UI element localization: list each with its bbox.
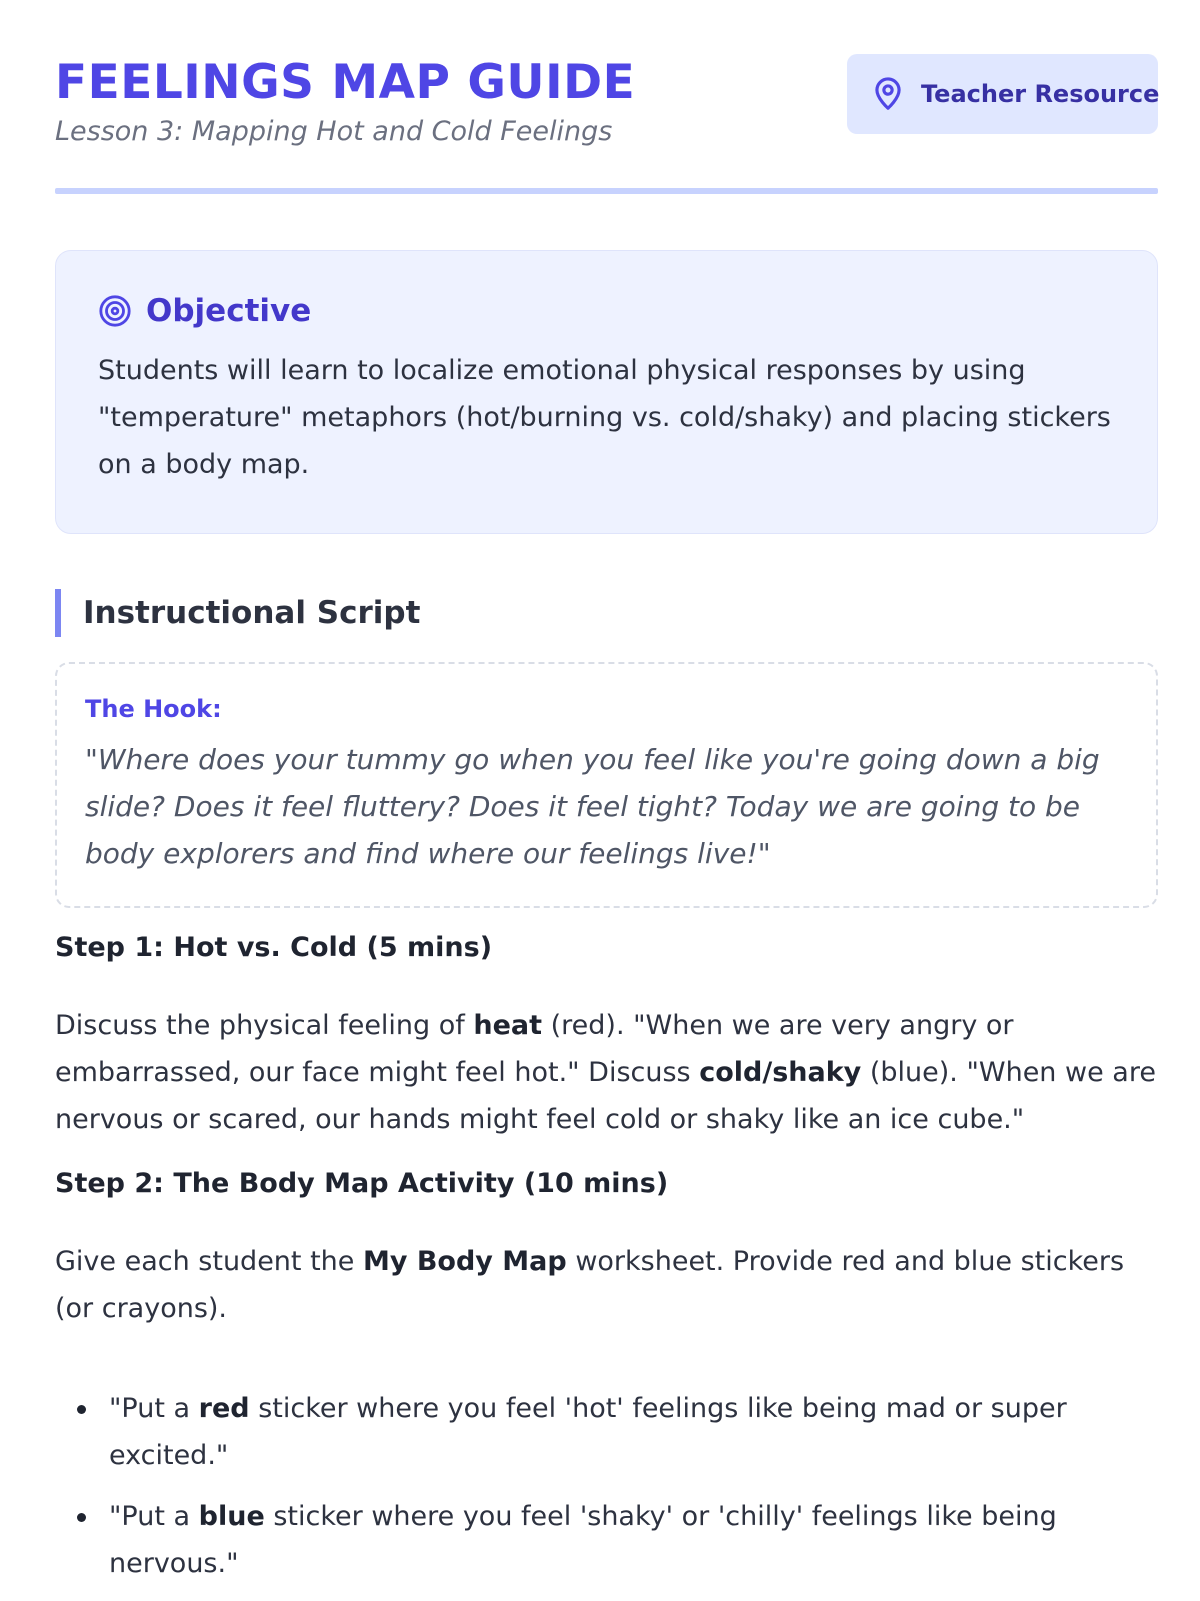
bullet-bold-blue: blue bbox=[198, 1501, 265, 1532]
section-heading bbox=[55, 589, 420, 637]
objective-card bbox=[55, 250, 1158, 534]
bullet-text-part: sticker where you feel 'hot' feelings like being mad or super excited." bbox=[109, 1393, 1067, 1471]
badge-label: Teacher Resource bbox=[921, 80, 1160, 108]
page-title: FEELINGS MAP GUIDE bbox=[55, 55, 636, 110]
map-pin-icon bbox=[869, 75, 907, 113]
list-item bbox=[55, 1385, 1155, 1479]
objective-heading bbox=[98, 289, 1117, 333]
target-icon bbox=[98, 294, 132, 328]
step-1-text bbox=[55, 1002, 1165, 1143]
step-2-bold-worksheet: My Body Map bbox=[362, 1246, 567, 1277]
teacher-resource-badge bbox=[847, 54, 1158, 134]
step-2-text-part: worksheet. Provide red and blue stickers (or crayons). bbox=[55, 1246, 1125, 1324]
step-1-text-part: Discuss the physical feeling of bbox=[55, 1010, 474, 1041]
step-2-text-part: Give each student the bbox=[55, 1246, 363, 1277]
sticker-instructions-list bbox=[55, 1385, 1155, 1601]
bullet-text-part: "Put a bbox=[109, 1501, 199, 1532]
section-title: Instructional Script bbox=[83, 595, 421, 631]
step-1-bold-cold: cold/shaky bbox=[699, 1057, 862, 1088]
list-item bbox=[55, 1493, 1155, 1587]
bullet-text-part: sticker where you feel 'shaky' or 'chilly' feelings like being nervous." bbox=[109, 1501, 1057, 1579]
page-header bbox=[55, 54, 1158, 149]
step-2-heading: Step 2: The Body Map Activity (10 mins) bbox=[55, 1168, 669, 1199]
page-subtitle: Lesson 3: Mapping Hot and Cold Feelings bbox=[55, 116, 613, 147]
objective-title: Objective bbox=[146, 293, 312, 329]
bullet-text-part: "Put a bbox=[109, 1393, 199, 1424]
objective-text: Students will learn to localize emotional physical responses by using "temperature" metaphors (hot/burning vs. cold/shaky) and placing stickers on a body map. bbox=[98, 355, 1111, 480]
bullet-bold-red: red bbox=[198, 1393, 250, 1424]
step-1-bold-heat: heat bbox=[473, 1010, 543, 1041]
header-divider bbox=[55, 188, 1158, 194]
step-2-text bbox=[55, 1238, 1165, 1332]
hook-quote: "Where does your tummy go when you feel like you're going down a big slide? Does it feel fluttery? Does it feel tight? Today we are going to be body explorers and find where our feelings live!" bbox=[85, 743, 1100, 870]
step-1-heading: Step 1: Hot vs. Cold (5 mins) bbox=[55, 932, 493, 963]
hook-label: The Hook: bbox=[85, 695, 222, 723]
step-1-text-part: (red). "When we are very angry or embarrassed, our face might feel hot." Discuss bbox=[55, 1010, 1014, 1088]
hook-box bbox=[55, 662, 1158, 908]
step-1-text-part: (blue). "When we are nervous or scared, our hands might feel cold or shaky like an ice cube." bbox=[55, 1057, 1156, 1135]
